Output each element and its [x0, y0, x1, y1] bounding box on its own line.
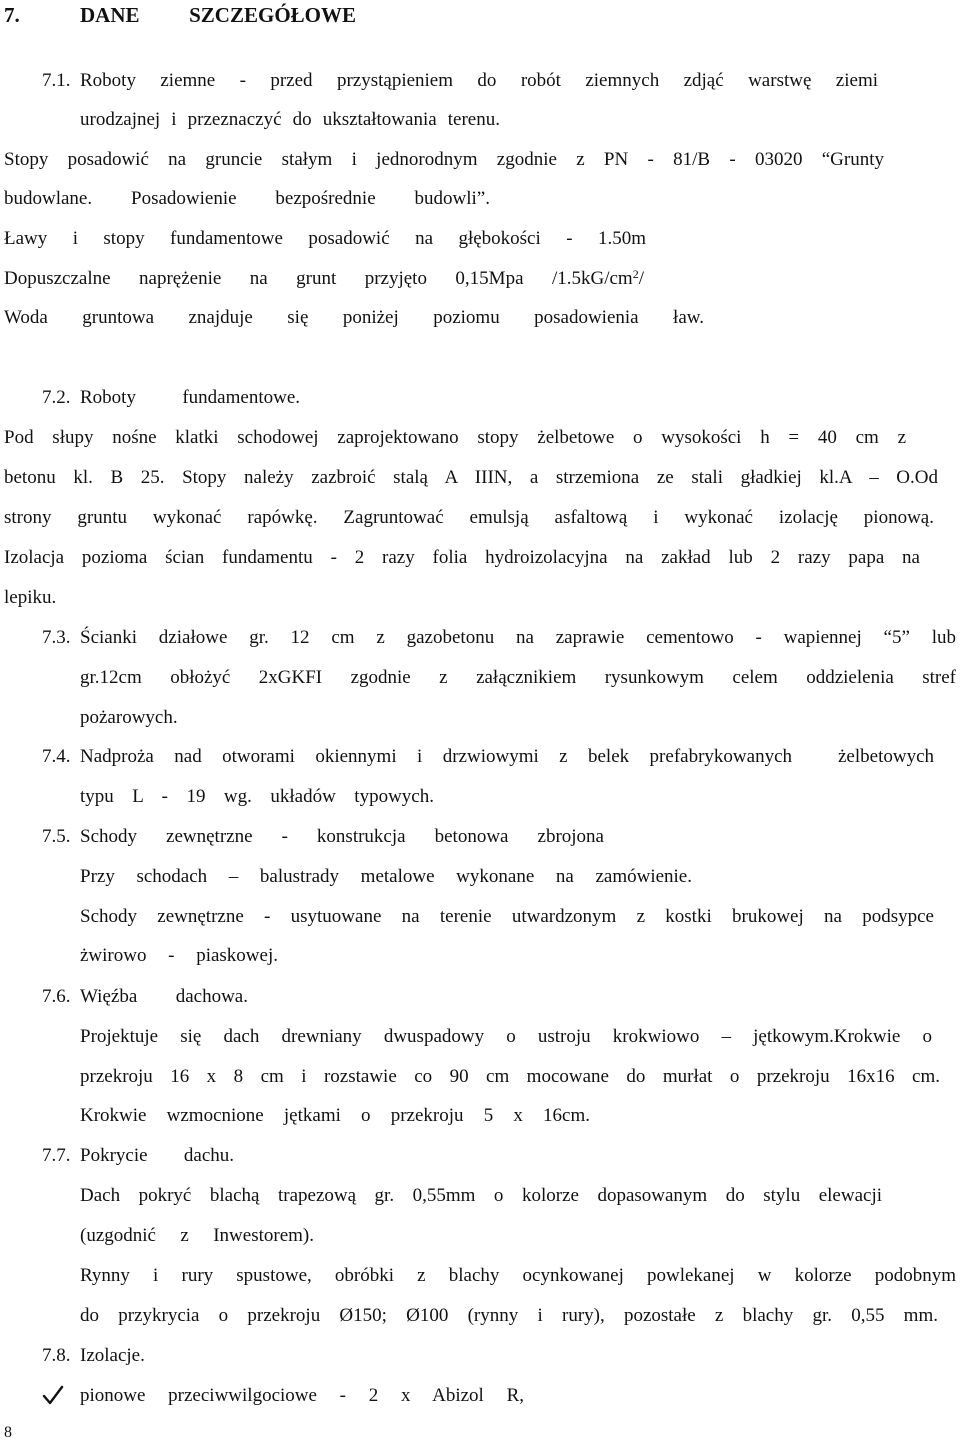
- s72-line-4: Izolacja pozioma ścian fundamentu - 2 razy folia hydroizolacyjna na zakład lub 2 razy papa na: [4, 547, 920, 568]
- s77-line-5: do przykrycia o przekroju Ø150; Ø100 (rynny i rury), pozostałe z blachy gr. 0,55 mm.: [80, 1305, 938, 1326]
- s75-line-4: żwirowo - piaskowej.: [80, 945, 278, 966]
- s76-line-4: Krokwie wzmocnione jętkami o przekroju 5 x 16cm.: [80, 1105, 590, 1126]
- s72-line-5: lepiku.: [4, 587, 57, 608]
- s71-line-2: urodzajnej i przeznaczyć do ukształtowania terenu.: [80, 109, 500, 130]
- heading-title: DANE SZCZEGÓŁOWE: [80, 3, 356, 27]
- section-7-8-number: 7.8.: [42, 1345, 71, 1366]
- s71-line-6-superscript: 2: [632, 267, 639, 281]
- s78-bullet-1: pionowe przeciwwilgociowe - 2 x Abizol R,: [80, 1385, 524, 1406]
- check-icon: [42, 1384, 64, 1406]
- heading-number: 7.: [4, 3, 20, 27]
- s73-line-2: gr.12cm obłożyć 2xGKFI zgodnie z załącznikiem rysunkowym celem oddzielenia stref: [80, 667, 956, 688]
- s75-line-2: Przy schodach – balustrady metalowe wykonane na zamówienie.: [80, 866, 692, 887]
- s74-line-1a: Nadproża nad otworami okiennymi i drzwiowymi z belek prefabrykowanych: [80, 746, 792, 767]
- section-7-3-number: 7.3.: [42, 627, 71, 648]
- section-7-4-number: 7.4.: [42, 746, 71, 767]
- s72-line-2: betonu kl. B 25. Stopy należy zazbroić stalą A IIIN, a strzemiona ze stali gładkiej kl.A – O.Od: [4, 467, 938, 488]
- s71-line-1: Roboty ziemne - przed przystąpieniem do robót ziemnych zdjąć warstwę ziemi: [80, 70, 878, 91]
- s71-line-6: [4, 268, 644, 288]
- s71-line-6-text: Dopuszczalne naprężenie na grunt przyjęto 0,15Mpa /1.5kG/cm: [4, 268, 633, 289]
- s72-line-3: strony gruntu wykonać rapówkę. Zagruntować emulsją asfaltową i wykonać izolację pionową.: [4, 507, 934, 528]
- s73-line-1: Ścianki działowe gr. 12 cm z gazobetonu na zaprawie cementowo - wapiennej “5” lub: [80, 627, 956, 648]
- s71-line-3: Stopy posadowić na gruncie stałym i jednorodnym zgodnie z PN - 81/B - 03020 “Grunty: [4, 149, 884, 170]
- s76-line-2: Projektuje się dach drewniany dwuspadowy o ustroju krokwiowo – jętkowym.Krokwie o: [80, 1026, 932, 1047]
- s71-line-6-slash: /: [638, 268, 644, 289]
- section-7-2-number: 7.2.: [42, 387, 71, 408]
- s71-line-7: Woda gruntowa znajduje się poniżej poziomu posadowienia ław.: [4, 307, 704, 328]
- s73-line-3: pożarowych.: [80, 707, 178, 728]
- s72-line-1: Pod słupy nośne klatki schodowej zaprojektowano stopy żelbetowe o wysokości h = 40 cm z: [4, 427, 906, 448]
- page-number: 8: [4, 1424, 12, 1441]
- s74-line-2: typu L - 19 wg. układów typowych.: [80, 786, 434, 807]
- s71-line-4: budowlane. Posadowienie bezpośrednie budowli”.: [4, 188, 490, 209]
- section-7-5-number: 7.5.: [42, 826, 71, 847]
- section-7-1-number: 7.1.: [42, 70, 71, 91]
- s77-line-1: Pokrycie dachu.: [80, 1145, 234, 1166]
- s76-line-1: Więźba dachowa.: [80, 986, 248, 1007]
- s77-line-3: (uzgodnić z Inwestorem).: [80, 1225, 314, 1246]
- s74-line-1b: żelbetowych: [838, 746, 935, 767]
- s71-line-5: Ławy i stopy fundamentowe posadowić na głębokości - 1.50m: [4, 228, 646, 249]
- s76-line-3: przekroju 16 x 8 cm i rozstawie co 90 cm mocowane do murłat o przekroju 16x16 cm.: [80, 1066, 940, 1087]
- s75-line-1: Schody zewnętrzne - konstrukcja betonowa zbrojona: [80, 826, 604, 847]
- s77-line-2: Dach pokryć blachą trapezową gr. 0,55mm o kolorze dopasowanym do stylu elewacji: [80, 1185, 882, 1206]
- s77-line-4: Rynny i rury spustowe, obróbki z blachy ocynkowanej powlekanej w kolorze podobnym: [80, 1265, 956, 1286]
- section-7-7-number: 7.7.: [42, 1145, 71, 1166]
- section-7-6-number: 7.6.: [42, 986, 71, 1007]
- s75-line-3: Schody zewnętrzne - usytuowane na terenie utwardzonym z kostki brukowej na podsypce: [80, 906, 934, 927]
- s72-title: Roboty fundamentowe.: [80, 387, 300, 408]
- s78-line-1: Izolacje.: [80, 1345, 145, 1366]
